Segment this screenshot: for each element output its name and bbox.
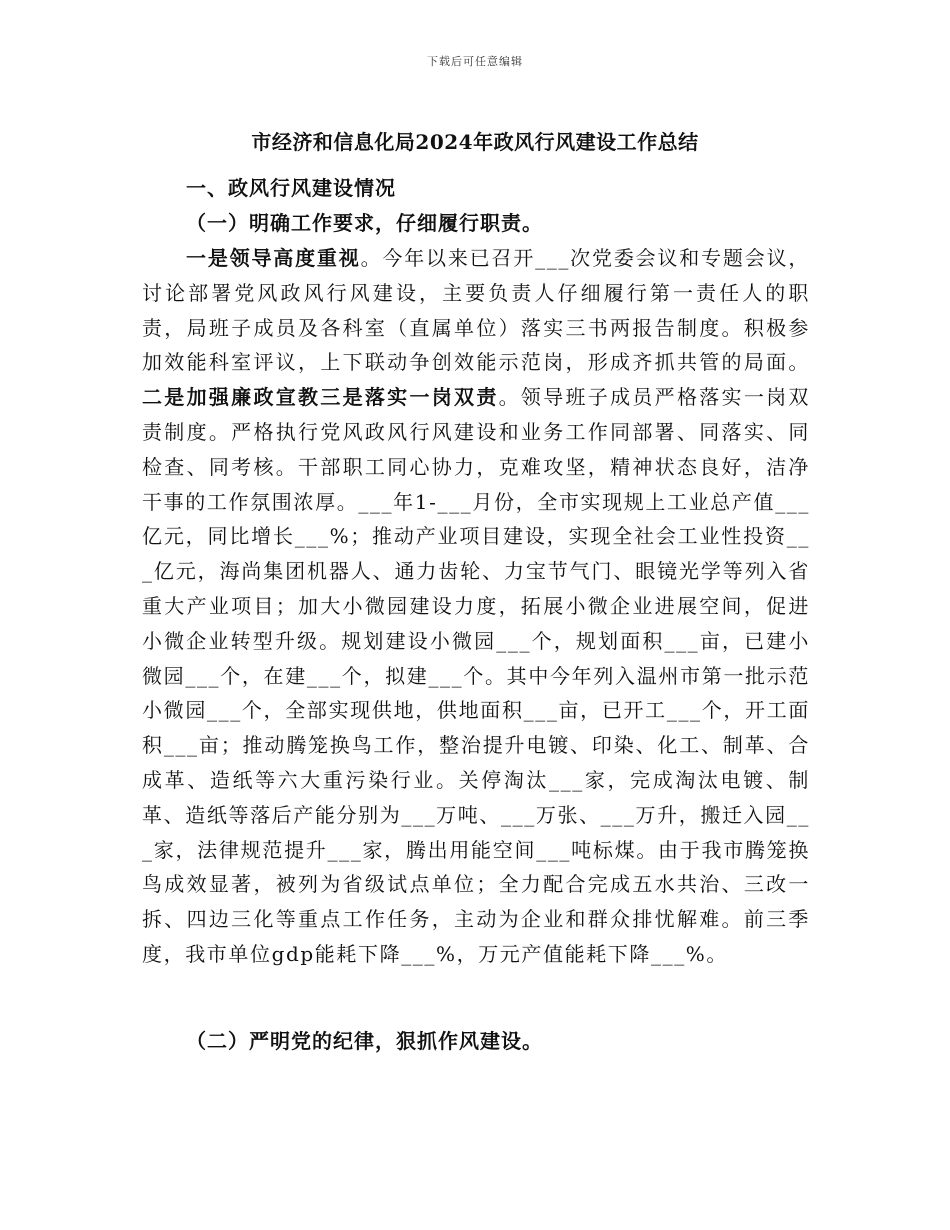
subsection-heading-2: （二）严明党的纪律，狠抓作风建设。 [186,1029,543,1053]
paragraph-text-1: 。今年以来已召开___次党委会议和专题会议，讨论部署党风政风行风建设，主要负责人仔细履行第一责任人的职责，局班子成员及各科室（直属单位）落实三书两报告制度。积极参加效能科室评议，上下联动争创效能示范岗，形成齐抓共管的局面。 [142,246,810,375]
bold-phrase-1: 一是领导高度重视 [186,246,361,270]
bold-phrase-2: 二是加强廉政宣教三是落实一岗双责 [142,385,499,410]
section-heading: 一、政风行风建设情况 [186,176,396,200]
document-title: 市经济和信息化局2024年政风行风建设工作总结 [251,130,699,154]
header-note: 下载后可任意编辑 [427,55,523,68]
paragraph-text-2: 。领导班子成员严格落实一岗双责制度。严格执行党风政风行风建设和业务工作同部署、同落实、同检查、同考核。干部职工同心协力，克难攻坚，精神状态良好，洁净干事的工作氛围浓厚。___年1-___月份，全市实现规上工业总产值___亿元，同比增长___%；推动产业项目建设，实现全社会工业性投资___亿元，海尚集团机器人、通力齿轮、力宝节气门、眼镜光学等列入省重大产业项目；加大小微园建设力度，拓展小微企业进展空间，促进小微企业转型升级。规划建设小微园___个，规划面积___亩，已建小微园___个，在建___个，拟建___个。其中今年列入温州市第一批示范小微园___个，全部实现供地，供地面积___亩，已开工___个，开工面积___亩；推动腾笼换鸟工作，整治提升电镀、印染、化工、制革、合成革、造纸等六大重污染行业。关停淘汰___家，完成淘汰电镀、制革、造纸等落后产能分别为___万吨、___万张、___万升，搬迁入园___家，法律规范提升___家，腾出用能空间___吨标煤。由于我市腾笼换鸟成效显著，被列为省级试点单位；全力配合完成五水共治、三改一拆、四边三化等重点工作任务，主动为企业和群众排忧解难。前三季度，我市单位gdp能耗下降___%，万元产值能耗下降___%。 [142,385,810,966]
body-paragraph [142,241,810,972]
subsection-heading-1: （一）明确工作要求，仔细履行职责。 [186,211,543,235]
